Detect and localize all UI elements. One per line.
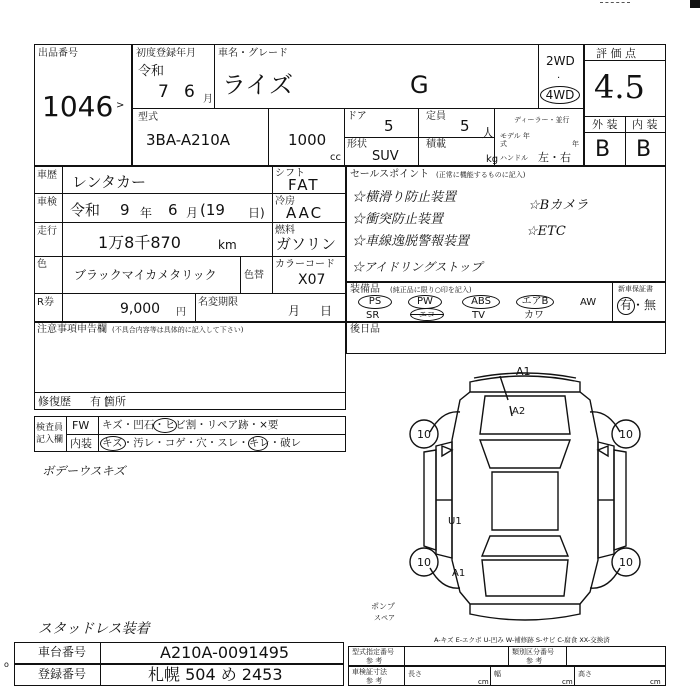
diagram-a2: A2 <box>512 406 526 417</box>
car-diagram <box>400 360 650 630</box>
divider <box>625 116 626 166</box>
sales-item-3: ☆衝突防止装置 <box>352 212 444 227</box>
sales-note: (正常に機能するものに記入) <box>436 171 526 179</box>
fuel-label: 燃料 <box>275 225 295 236</box>
model-grade-label: 車名・グレード <box>218 48 288 59</box>
reg-year: 7 <box>158 82 169 102</box>
lot-number: 1046 <box>42 90 114 123</box>
expiry-day: 日 <box>320 304 333 318</box>
color-code: X07 <box>298 272 326 288</box>
equip-sr: SR <box>366 310 380 321</box>
divider <box>494 108 495 166</box>
length-cm: cm <box>478 678 489 686</box>
tailgate <box>482 560 568 596</box>
model-year-label: モデル 年式 <box>500 132 530 148</box>
equip-leather: カワ <box>524 310 544 321</box>
divider <box>214 44 215 108</box>
rear-bumper <box>470 604 580 620</box>
ac-label: 冷房 <box>275 196 295 207</box>
notes-label: 注意事項申告欄 <box>37 324 107 335</box>
height-cm: cm <box>650 678 661 686</box>
capacity-label: 定員 <box>426 111 446 122</box>
body-outline <box>452 392 598 604</box>
color-change-label: 色替 <box>244 270 264 281</box>
divider <box>98 416 99 452</box>
legend-circle-rub <box>248 436 268 451</box>
front-bumper <box>470 376 580 392</box>
height-label: 高さ <box>578 670 592 678</box>
equip-tv: TV <box>472 310 485 321</box>
divider <box>272 166 273 293</box>
shift-label: シフト <box>275 168 305 179</box>
plate-value: 札幌 504 め 2453 <box>148 665 283 684</box>
roof <box>492 472 558 530</box>
title-expiry-label: 名変期限 <box>198 297 238 308</box>
entry-label: 記入欄 <box>36 435 64 445</box>
eco-strike <box>410 314 444 315</box>
handle-label: ハンドル <box>500 154 528 162</box>
sales-item-5: ☆ETC <box>526 224 566 239</box>
person-unit: 人 <box>482 126 495 140</box>
yen-unit: 円 <box>176 307 186 318</box>
diagram-a1-side: A1 <box>452 568 466 579</box>
legend-circle-scratch <box>100 436 126 451</box>
divider <box>584 132 666 133</box>
equip-airbag: エアB <box>516 295 554 309</box>
capacity: 5 <box>460 117 470 135</box>
dealer-label: ディーラー・並行 <box>514 116 570 124</box>
legend-interior: 内装 <box>70 437 92 450</box>
later-box <box>346 322 666 354</box>
load-label: 積載 <box>426 139 446 150</box>
type-label: 型式 <box>138 112 158 123</box>
score-value: 4.5 <box>594 68 645 106</box>
insp-year: 9 <box>120 201 130 219</box>
warranty-circle <box>617 297 635 315</box>
divider <box>566 646 567 666</box>
history-value: レンタカー <box>72 173 147 191</box>
windshield <box>480 440 570 468</box>
rear-window <box>482 536 568 556</box>
divider <box>272 222 346 223</box>
category-label: 類別区分番号 <box>512 648 554 656</box>
diagram-u1: U1 <box>448 516 462 527</box>
corner-mark <box>690 0 700 8</box>
handle-side: 左・右 <box>538 151 571 164</box>
body-shape: SUV <box>372 149 399 164</box>
grade: G <box>410 71 429 99</box>
tire-fl-value: 10 <box>417 428 431 441</box>
reg-month: 6 <box>184 82 195 102</box>
corner-tick <box>600 2 630 3</box>
divider <box>268 108 269 166</box>
divider <box>34 222 272 223</box>
check-label: 検査員 <box>36 423 64 433</box>
divider <box>34 193 272 194</box>
divider <box>612 282 613 322</box>
dims-label: 車検証寸法 <box>352 668 387 676</box>
kg-unit: kg <box>486 154 499 165</box>
sales-item-4: ☆車線逸脱警報装置 <box>352 234 470 249</box>
divider <box>240 256 241 293</box>
divider <box>574 666 575 686</box>
length-label: 長さ <box>408 670 422 678</box>
damage-legend: A-キズ E-エクボ U-凹み W-補修跡 S-サビ C-腐食 XX-交換済 <box>434 636 610 644</box>
warranty-value: 有・無 <box>620 298 657 312</box>
spare-label: スペア <box>374 614 395 622</box>
side-mark: o <box>4 660 9 669</box>
history-label: 車歴 <box>37 170 57 181</box>
repair-label: 修復歴 <box>38 395 71 408</box>
shape-label: 形状 <box>347 139 367 150</box>
door-label: ドア <box>347 111 367 122</box>
warranty-label: 新車保証書 <box>618 285 653 293</box>
equip-ps: PS <box>358 295 392 309</box>
insp-month-unit: 月 <box>186 206 199 220</box>
divider <box>490 666 491 686</box>
legend-fw: FW <box>72 419 90 432</box>
tire-rl-value: 10 <box>417 556 431 569</box>
recycle-amount: 9,000 <box>120 301 161 317</box>
interior-grade: B <box>636 137 652 162</box>
car-name: ライズ <box>222 71 294 99</box>
equipment-note: (純正品に限り○印を記入) <box>390 286 472 294</box>
pump-label: ポンプ <box>371 602 395 611</box>
insp-era: 令和 <box>70 201 101 219</box>
shift-value: FAT <box>288 176 320 194</box>
divider <box>132 108 584 109</box>
drive-dot: · <box>557 73 561 84</box>
dims-box <box>348 666 666 686</box>
sales-item-2: ☆Bカメラ <box>528 198 589 213</box>
insp-month: 6 <box>168 201 178 219</box>
width-cm: cm <box>562 678 573 686</box>
designation-box <box>348 646 666 666</box>
lot-label: 出品番号 <box>38 48 78 59</box>
legend-interior-items: キズ・汚レ・コゲ・穴・スレ・キレ・破レ <box>102 437 302 449</box>
equip-eco: エコ <box>410 308 444 321</box>
drive-2wd: 2WD <box>546 54 575 68</box>
diagram-a1-front: A1 <box>516 365 531 378</box>
color-label: 色 <box>37 259 47 270</box>
expiry-month: 月 <box>288 304 301 318</box>
chassis-label: 車台番号 <box>38 645 87 659</box>
divider <box>508 646 509 666</box>
category-reference: 参 考 <box>526 657 543 665</box>
equip-pw: PW <box>408 295 442 309</box>
divider <box>62 166 63 322</box>
tire-rr-value: 10 <box>619 556 633 569</box>
color-value: ブラックマイカメタリック <box>74 268 217 282</box>
equip-aw: AW <box>580 297 597 308</box>
insp-day: (19 <box>200 201 225 219</box>
body-scratch-note: ボデーウスキズ <box>42 464 126 478</box>
doors: 5 <box>384 117 394 135</box>
lot-mark: > <box>116 100 125 111</box>
fuel-value: ガソリン <box>276 235 337 253</box>
notes-sub: (不具合内容等は具体的に記入して下さい) <box>112 326 244 334</box>
cc-unit: cc <box>330 152 341 163</box>
inspection-label: 車検 <box>37 197 57 208</box>
mileage-label: 走行 <box>37 226 57 237</box>
divider <box>584 60 666 61</box>
chassis-value: A210A-0091495 <box>160 643 290 662</box>
divider <box>66 434 346 435</box>
km-unit: km <box>218 238 237 252</box>
first-reg-label: 初度登録年月 <box>136 48 196 59</box>
type-designation-label: 型式指定番号 <box>352 648 394 656</box>
exterior-grade: B <box>595 137 611 162</box>
ac-value: AAC <box>286 204 324 222</box>
divider <box>538 44 539 108</box>
repair-box <box>34 392 346 410</box>
equip-abs: ABS <box>462 295 500 309</box>
width-label: 幅 <box>494 670 501 678</box>
equipment-label: 装備品 <box>350 284 380 295</box>
score-label: 評 価 点 <box>596 47 636 60</box>
legend-fw-items: キズ・凹石・ヒビ割・リペア跡・×要 <box>102 419 279 431</box>
drive-4wd: 4WD <box>540 86 580 104</box>
divider <box>34 293 346 294</box>
year-unit: 年 <box>572 140 579 148</box>
insp-year-unit: 年 <box>140 206 153 220</box>
mileage: 1万8千870 <box>98 233 181 252</box>
designation-reference: 参 考 <box>366 657 383 665</box>
divider <box>34 256 346 257</box>
tire-fr-value: 10 <box>619 428 633 441</box>
divider <box>344 137 494 138</box>
recycle-label: R券 <box>37 297 54 308</box>
repair-suffix: 箇所 <box>104 395 126 408</box>
legend-circle-stone <box>153 418 177 433</box>
interior-label: 内 装 <box>632 118 658 131</box>
plate-label: 登録番号 <box>38 667 87 681</box>
sales-item-6: ☆アイドリングストップ <box>352 260 483 274</box>
studless-note: スタッドレス装着 <box>38 621 150 637</box>
sales-label: セールスポイント <box>350 169 430 180</box>
repair-value: 有 [ <box>90 395 109 408</box>
displacement: 1000 <box>288 131 327 149</box>
color-code-label: カラーコード <box>275 259 335 270</box>
month-unit: 月 <box>203 94 213 105</box>
reg-era: 令和 <box>138 64 165 79</box>
insp-day-unit: 日) <box>248 206 265 220</box>
model-code: 3BA-A210A <box>146 131 231 149</box>
sales-item-1: ☆横滑り防止装置 <box>352 190 457 205</box>
later-label: 後日品 <box>350 324 380 335</box>
dims-reference: 参 考 <box>366 677 383 685</box>
exterior-label: 外 装 <box>592 118 618 131</box>
divider <box>195 293 196 322</box>
